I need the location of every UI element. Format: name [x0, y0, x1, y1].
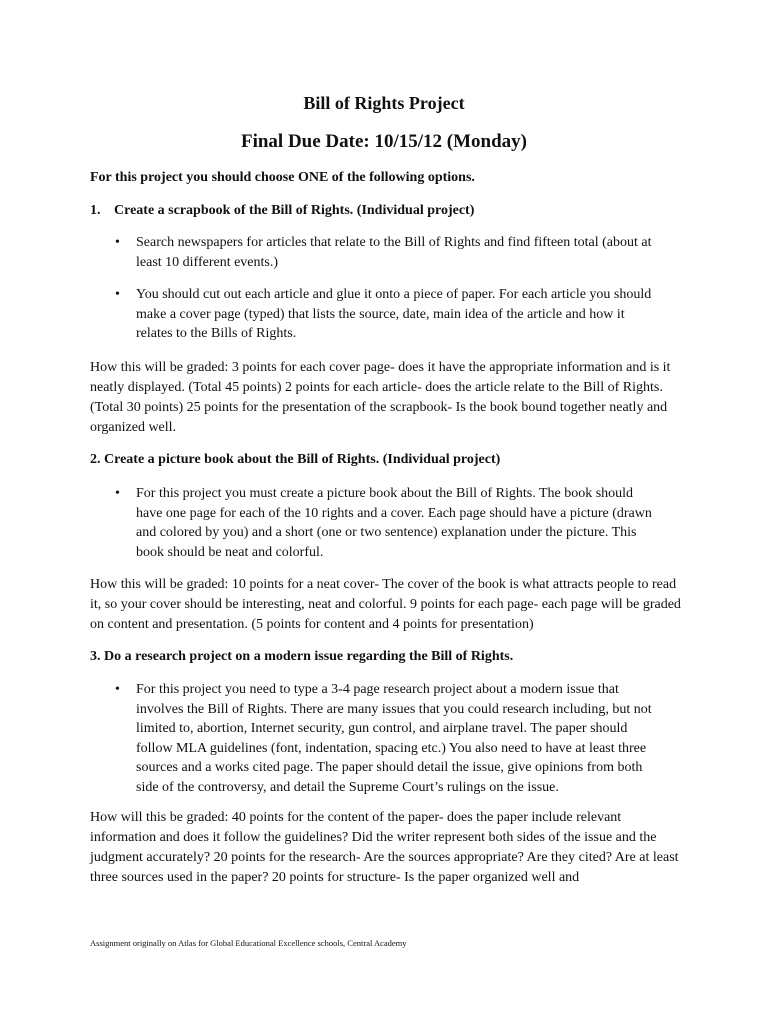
option-3-grading: How will this be graded: 40 points for the content of the paper- does the paper include relevant information and does it follow the guidelines? Did the writer represent both sides of the issue and the judgment accurately? 20 points for the research- Are the sources appropriate? Are they cited? Are at least three sources used in the paper? 20 points for structure- Is the paper organized well and — [90, 810, 679, 885]
option-1-number: 1. — [90, 203, 101, 218]
option-2-bullets — [115, 484, 655, 562]
bullet-item: • Search newspapers for articles that relate to the Bill of Rights and find fifteen total (about at least 10 different events.) — [115, 233, 655, 272]
option-1-grading: How this will be graded: 3 points for each cover page- does it have the appropriate information and is it neatly displayed. (Total 45 points) 2 points for each article- does the article relate to the Bill of Rights. (Total 30 points) 25 points for the presentation of the scrapbook- Is the book bound together neatly and organized well. — [90, 360, 671, 435]
option-3-heading: 3. Do a research project on a modern issue regarding the Bill of Rights. — [90, 649, 514, 664]
intro-text: For this project you should choose ONE of the following options. — [90, 170, 475, 185]
option-1-heading — [90, 201, 690, 221]
bullet-item: • For this project you must create a picture book about the Bill of Rights. The book should have one page for each of the 10 rights and a cover. Each page should have a picture (drawn and colored by you) and a short (one or two sentence) explanation under the picture. This book should be neat and colorful. — [115, 484, 655, 562]
option-1-title: Create a scrapbook of the Bill of Rights. (Individual project) — [114, 203, 475, 218]
option-1-bullets — [115, 233, 655, 344]
footer-note: Assignment originally on Atlas for Global Educational Excellence schools, Central Academy — [90, 938, 407, 948]
bullet-item: • For this project you need to type a 3-4 page research project about a modern issue that involves the Bill of Rights. There are many issues that you could research including, but not limited to, abortion, Internet security, gun control, and airplane travel. The paper should follow MLA guidelines (font, indentation, spacing etc.) You also need to have at least three sources and a works cited page. The paper should detail the issue, give opinions from both side of the controversy, and detail the Supreme Court’s rulings on the issue. — [115, 680, 655, 797]
option-2-grading: How this will be graded: 10 points for a neat cover- The cover of the book is what attracts people to read it, so your cover should be interesting, neat and colorful. 9 points for each page- each page will be graded on content and presentation. (5 points for content and 4 points for presentation) — [90, 577, 681, 632]
due-date-heading: Final Due Date: 10/15/12 (Monday) — [240, 131, 528, 152]
option-3-bullets — [115, 680, 655, 797]
bullet-item: • You should cut out each article and glue it onto a piece of paper. For each article you should make a cover page (typed) that lists the source, date, main idea of the article and how it relates to the Bills of Rights. — [115, 285, 655, 344]
option-2-heading: 2. Create a picture book about the Bill of Rights. (Individual project) — [90, 452, 501, 467]
document-title: Bill of Rights Project — [303, 93, 465, 113]
